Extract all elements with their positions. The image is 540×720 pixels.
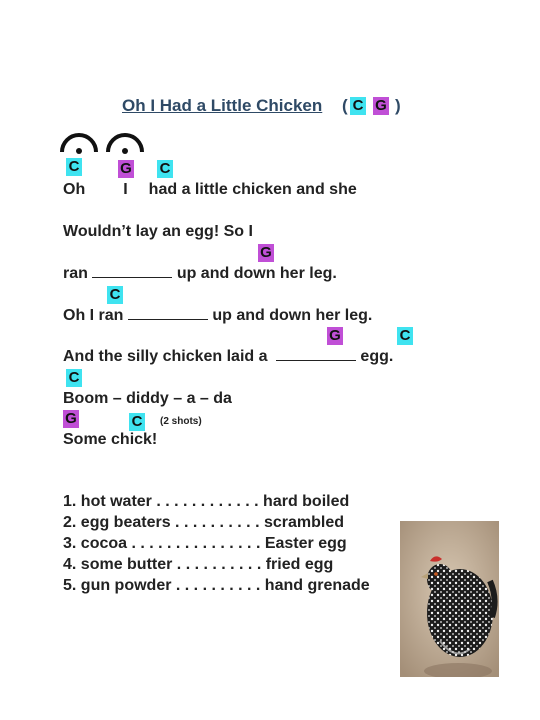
lyric-line-4 [63,307,372,325]
fill-in-blank [128,307,208,320]
chord-c: C [66,158,82,176]
lyric-line-6: Boom – diddy – a – da [63,390,232,407]
lyric-text: ran [63,265,88,282]
lyric-line-5 [63,348,393,366]
title-chord-g: G [373,97,389,115]
chord-c: C [157,160,173,178]
title-paren-open: ( [342,96,348,115]
lyric-line-3 [63,265,337,283]
chord-c: C [66,369,82,387]
shots-note: (2 shots) [160,416,202,427]
chord-g: G [258,244,274,262]
answer-item: 1. hot water . . . . . . . . . . . . hard boiled [63,493,350,510]
title-paren-close: ) [395,96,401,115]
title-chord-c: C [350,97,366,115]
chord-g: G [327,327,343,345]
chord-g: G [118,160,134,178]
lyric-text: Oh I ran [63,307,124,324]
speckled-hen-photo [400,521,499,677]
answer-item: 2. egg beaters . . . . . . . . . . scrambled [63,514,344,531]
lyric-text: And the silly chicken laid a [63,348,268,365]
answer-item: 4. some butter . . . . . . . . . . fried egg [63,556,334,573]
answer-item: 5. gun powder . . . . . . . . . . hand grenade [63,577,370,594]
chord-c: C [107,286,123,304]
chord-c: C [397,327,413,345]
answer-item: 3. cocoa . . . . . . . . . . . . . . . Easter egg [63,535,347,552]
chord-g: G [63,410,79,428]
lyric-word-oh: Oh [63,181,86,198]
lyric-line-1 [63,181,357,199]
song-title: Oh I Had a Little Chicken [122,96,323,115]
lyric-text: egg. [360,348,394,365]
lyric-text: up and down her leg. [176,265,337,282]
lyric-line-2: Wouldn’t lay an egg! So I [63,223,253,240]
fill-in-blank [92,265,172,278]
fill-in-blank [276,348,356,361]
chord-c: C [129,413,145,431]
lyric-word-i: I [123,181,128,198]
lyric-line-final: Some chick! [63,431,158,448]
lyric-line-1-rest: had a little chicken and she [148,181,357,198]
lyric-text: up and down her leg. [212,307,373,324]
